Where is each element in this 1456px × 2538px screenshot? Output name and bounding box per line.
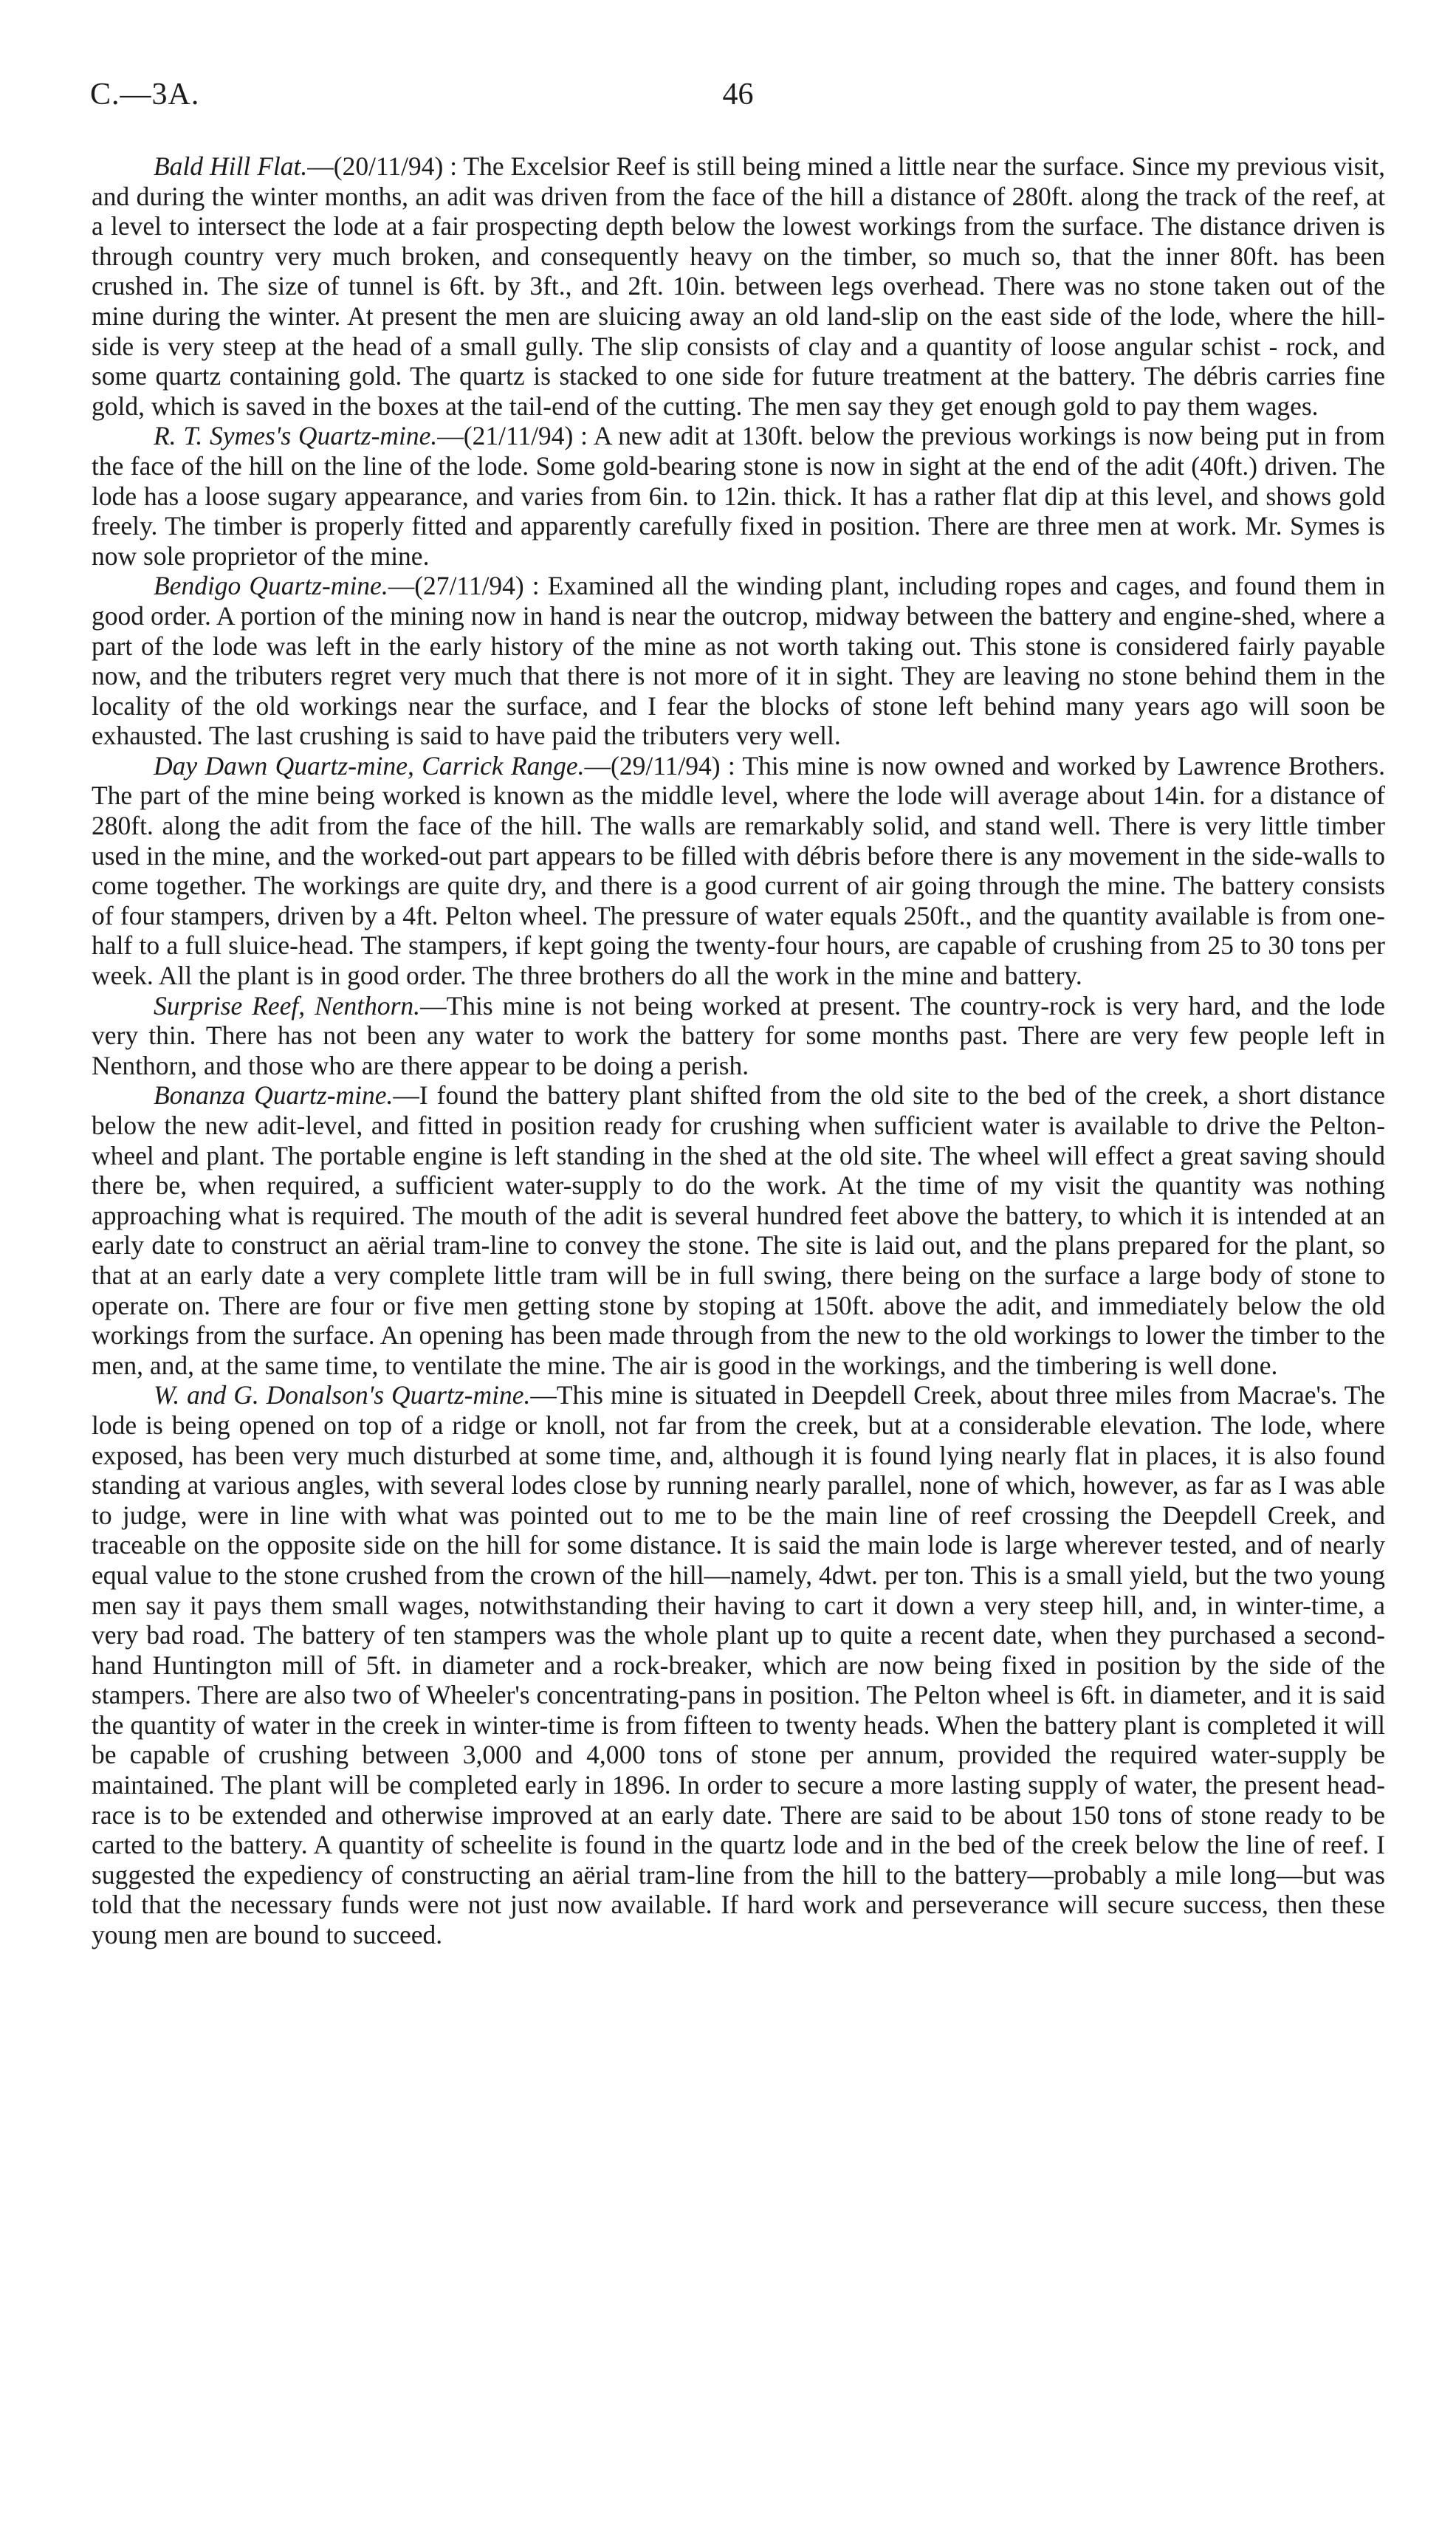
paragraph-text: —This mine is situated in Deepdell Creek, about three miles from Macrae's. The lode is being opened on top of a ridge or knoll, not far from the creek, but at a considerable elevation. The lode, where exposed, has been very much disturbed at some time, and, although it is found lying nearly flat in places, it is also found standing at various angles, with several lodes close by running nearly parallel, none of which, however, as far as I was able to judge, were in line with what was pointed out to me to be the main line of reef crossing the Deepdell Creek, and traceable on the opposite side on the hill for some distance. It is said the main lode is large wherever tested, and of nearly equal value to the stone crushed from the crown of the hill—namely, 4dwt. per ton. This is a small yield, but the two young men say it pays them small wages, notwithstanding their having to cart it down a very steep hill, and, in winter-time, a very bad road. The battery of ten stampers was the whole plant up to quite a recent date, when they purchased a second-hand Huntington mill of 5ft. in diameter and a rock-breaker, which are now being fixed in position by the side of the stampers. There are also two of Wheeler's concentrating-pans in position. The Pelton wheel is 6ft. in diameter, and it is said the quantity of water in the creek in winter-time is from fifteen to twenty heads. When the battery plant is completed it will be capable of crushing between 3,000 and 4,000 tons of stone per annum, provided the required water-supply be maintained. The plant will be completed early in 1896. In order to secure a more lasting supply of water, the present head-race is to be extended and otherwise improved at an early date. There are said to be about 150 tons of stone ready to be carted to the battery. A quantity of scheelite is found in the quartz lode and in the bed of the creek below the line of reef. I suggested the expediency of constructing an aërial tram-line from the hill to the battery—probably a mile long—but was told that the necessary funds were not just now available. If hard work and perseverance will secure success, then these young men are bound to succeed.: [92, 1380, 1385, 1950]
paragraph-surprise-reef: [92, 991, 1385, 1081]
mine-heading: W. and G. Donalson's Quartz-mine.: [154, 1380, 531, 1410]
mine-heading: Bald Hill Flat.: [154, 151, 308, 181]
mine-heading: Surprise Reef, Nenthorn.: [154, 990, 421, 1021]
paragraph-text: —I found the battery plant shifted from the old site to the bed of the creek, a short distance below the new adit-level, and fitted in position ready for crushing when sufficient water is available to drive the Pelton-wheel and plant. The portable engine is left standing in the shed at the old site. The wheel will effect a great saving should there be, when required, a sufficient water-supply to do the work. At the time of my visit the quantity was nothing approaching what is required. The mouth of the adit is several hundred feet above the battery, to which it is intended at an early date to construct an aërial tram-line to convey the stone. The site is laid out, and the plans prepared for the plant, so that at an early date a very complete little tram will be in full swing, there being on the surface a large body of stone to operate on. There are four or five men getting stone by stoping at 150ft. above the adit, and immediately below the old workings from the surface. An opening has been made through from the new to the old workings to lower the timber to the men, and, at the same time, to ventilate the mine. The air is good in the workings, and the timbering is well done.: [92, 1080, 1385, 1380]
paragraph-donalson-quartz-mine: [92, 1380, 1385, 1949]
paragraph-text: —This mine is not being worked at present. The country-rock is very hard, and the lode very thin. There has not been any water to work the battery for some months past. There are very few people left in Nenthorn, and those who are there appear to be doing a perish.: [92, 990, 1385, 1080]
paragraph-text: —(27/11/94) : Examined all the winding plant, including ropes and cages, and found them in good order. A portion of the mining now in hand is near the outcrop, midway between the battery and engine-shed, where a part of the lode was left in the early history of the mine as not worth taking out. This stone is considered fairly payable now, and the tributers regret very much that there is not more of it in sight. They are leaving no stone behind them in the locality of the old workings near the surface, and I fear the blocks of stone left behind many years ago will soon be exhausted. The last crushing is said to have paid the tributers very well.: [92, 571, 1386, 751]
mine-heading: R. T. Symes's Quartz-mine.: [154, 421, 438, 451]
page-number: 46: [722, 78, 754, 112]
paragraph-text: —(29/11/94) : This mine is now owned and worked by Lawrence Brothers. The part of the mine being worked is known as the middle level, where the lode will average about 14in. for a distance of 280ft. along the adit from the face of the hill. The walls are remarkably solid, and stand well. There is very little timber used in the mine, and the worked-out part appears to be filled with débris before there is any movement in the side-walls to come together. The workings are quite dry, and there is a good current of air going through the mine. The battery consists of four stampers, driven by a 4ft. Pelton wheel. The pressure of water equals 250ft., and the quantity available is from one-half to a full sluice-head. The stampers, if kept going the twenty-four hours, are capable of crushing from 25 to 30 tons per week. All the plant is in good order. The three brothers do all the work in the mine and battery.: [92, 750, 1386, 991]
page-header: [90, 77, 1386, 136]
mine-heading: Day Dawn Quartz-mine, Carrick Range.: [154, 750, 585, 781]
paragraph-text: —(20/11/94) : The Excelsior Reef is still being mined a little near the surface. Since my previous visit, and during the winter months, an adit was driven from the face of the hill a distance of 280ft. along the track of the reef, at a level to intersect the lode at a fair prospecting depth below the lowest workings from the surface. The distance driven is through country very much broken, and consequently heavy on the timber, so much so, that the inner 80ft. has been crushed in. The size of tunnel is 6ft. by 3ft., and 2ft. 10in. between legs overhead. There was no stone taken out of the mine during the winter. At present the men are sluicing away an old land-slip on the east side of the lode, where the hill-side is very steep at the head of a small gully. The slip consists of clay and a quantity of loose angular schist - rock, and some quartz containing gold. The quartz is stacked to one side for future treatment at the battery. The débris carries fine gold, which is saved in the boxes at the tail-end of the cutting. The men say they get enough gold to pay them wages.: [92, 151, 1386, 421]
mine-heading: Bonanza Quartz-mine.: [154, 1080, 394, 1111]
paragraph-day-dawn-quartz-mine: [92, 751, 1385, 991]
paragraph-bendigo-quartz-mine: [92, 571, 1385, 751]
paragraph-symes-quartz-mine: [92, 421, 1385, 571]
series-reference: C.—3A.: [90, 78, 200, 112]
paragraph-text: —(21/11/94) : A new adit at 130ft. below the previous workings is now being put in from the face of the hill on the line of the lode. Some gold-bearing stone is now in sight at the end of the adit (40ft.) driven. The lode has a loose sugary appearance, and varies from 6in. to 12in. thick. It has a rather flat dip at this level, and shows gold freely. The timber is properly fitted and apparently carefully fixed in position. There are three men at work. Mr. Symes is now sole proprietor of the mine.: [92, 421, 1386, 571]
mine-heading: Bendigo Quartz-mine.: [154, 571, 388, 601]
paragraph-bonanza-quartz-mine: [92, 1080, 1385, 1380]
paragraph-bald-hill-flat: [92, 151, 1385, 421]
report-body: [92, 151, 1385, 1950]
